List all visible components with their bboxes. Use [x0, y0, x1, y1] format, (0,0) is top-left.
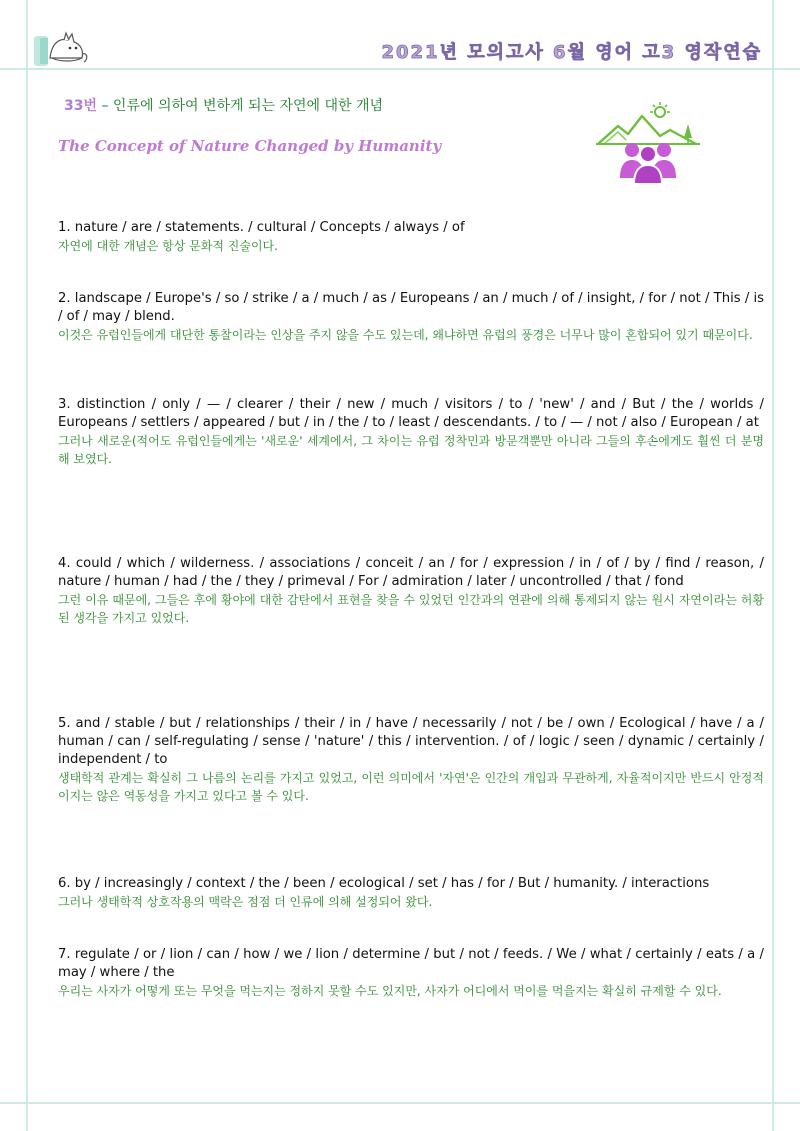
question-heading [64, 95, 383, 115]
scrambled-words: 7. regulate / or / lion / can / how / we / lion / determine / but / not / feeds. / We / what / certainly / eats / a / may / where / the [58, 947, 764, 980]
list-item [58, 219, 764, 255]
header-rule [0, 68, 800, 70]
passage-subtitle: The Concept of Nature Changed by Humanity [58, 137, 442, 155]
scrambled-words: 1. nature / are / statements. / cultural / Concepts / always / of [58, 220, 465, 235]
list-item [58, 555, 764, 627]
footer-rule [0, 1102, 800, 1104]
mountain-people-icon [596, 100, 700, 186]
scrambled-words: 5. and / stable / but / relationships / their / in / have / necessarily / not / be / own / Ecological / have / a / human / can / self-regulating / sense / 'nature' / this / intervention. / of / logic / seen / dynamic / certainly / independent / to [58, 716, 764, 767]
korean-translation: 그런 이유 때문에, 그들은 후에 황야에 대한 감탄에서 표현을 찾을 수 있었던 인간과의 연관에 의해 통제되지 않는 원시 자연이라는 허황된 생각을 가지고 있었다. [58, 593, 764, 625]
list-item [58, 396, 764, 468]
korean-translation: 그러나 생태학적 상호작용의 맥락은 점점 더 인류에 의해 설정되어 왔다. [58, 895, 433, 909]
scrambled-words: 4. could / which / wilderness. / associations / conceit / an / for / expression / in / of / by / find / reason, / nature / human / had / the / they / primeval / For / admiration / later / uncontrolled / that / fond [58, 556, 764, 589]
question-number: 33번 [64, 98, 98, 114]
list-item [58, 715, 764, 805]
scrambled-words: 2. landscape / Europe's / so / strike / a / much / as / Europeans / an / much / of / insight, / for / not / This / is / of / may / blend. [58, 291, 764, 324]
page-title: 2021년 모의고사 6월 영어 고3 영작연습 [381, 42, 762, 63]
right-margin-rule [772, 0, 774, 1131]
list-item [58, 946, 764, 1000]
list-item [58, 875, 764, 911]
korean-translation: 이것은 유럽인들에게 대단한 통찰이라는 인상을 주지 않을 수도 있는데, 왜냐하면 유럽의 풍경은 너무나 많이 혼합되어 있기 때문이다. [58, 328, 753, 342]
korean-translation: 그러나 새로운(적어도 유럽인들에게는 '새로운' 세계에서, 그 차이는 유럽 정착민과 방문객뿐만 아니라 그들의 후손에게도 훨씬 더 분명해 보였다. [58, 434, 764, 466]
korean-translation: 우리는 사자가 어떻게 또는 무엇을 먹는지는 정하지 못할 수도 있지만, 사자가 어디에서 먹이를 먹을지는 확실히 규제할 수 있다. [58, 984, 722, 998]
list-item [58, 290, 764, 344]
scrambled-words: 6. by / increasingly / context / the / been / ecological / set / has / for / But / humanity. / interactions [58, 876, 710, 891]
left-margin-rule [26, 0, 28, 1131]
scrambled-words: 3. distinction / only / — / clearer / their / new / much / visitors / to / 'new' / and / But / the / worlds / Europeans / settlers / appeared / but / in / the / to / least / descendants. / to / — / not / also / European / at [58, 397, 764, 430]
cat-logo-icon [30, 28, 90, 72]
question-topic: – 인류에 의하여 변하게 되는 자연에 대한 개념 [97, 98, 384, 114]
korean-translation: 자연에 대한 개념은 항상 문화적 진술이다. [58, 239, 278, 253]
korean-translation: 생태학적 관계는 확실히 그 나름의 논리를 가지고 있었고, 이런 의미에서 '자연'은 인간의 개입과 무관하게, 자율적이지만 반드시 안정적이지는 않은 역동성을 가지고 있다고 볼 수 있다. [58, 771, 764, 803]
